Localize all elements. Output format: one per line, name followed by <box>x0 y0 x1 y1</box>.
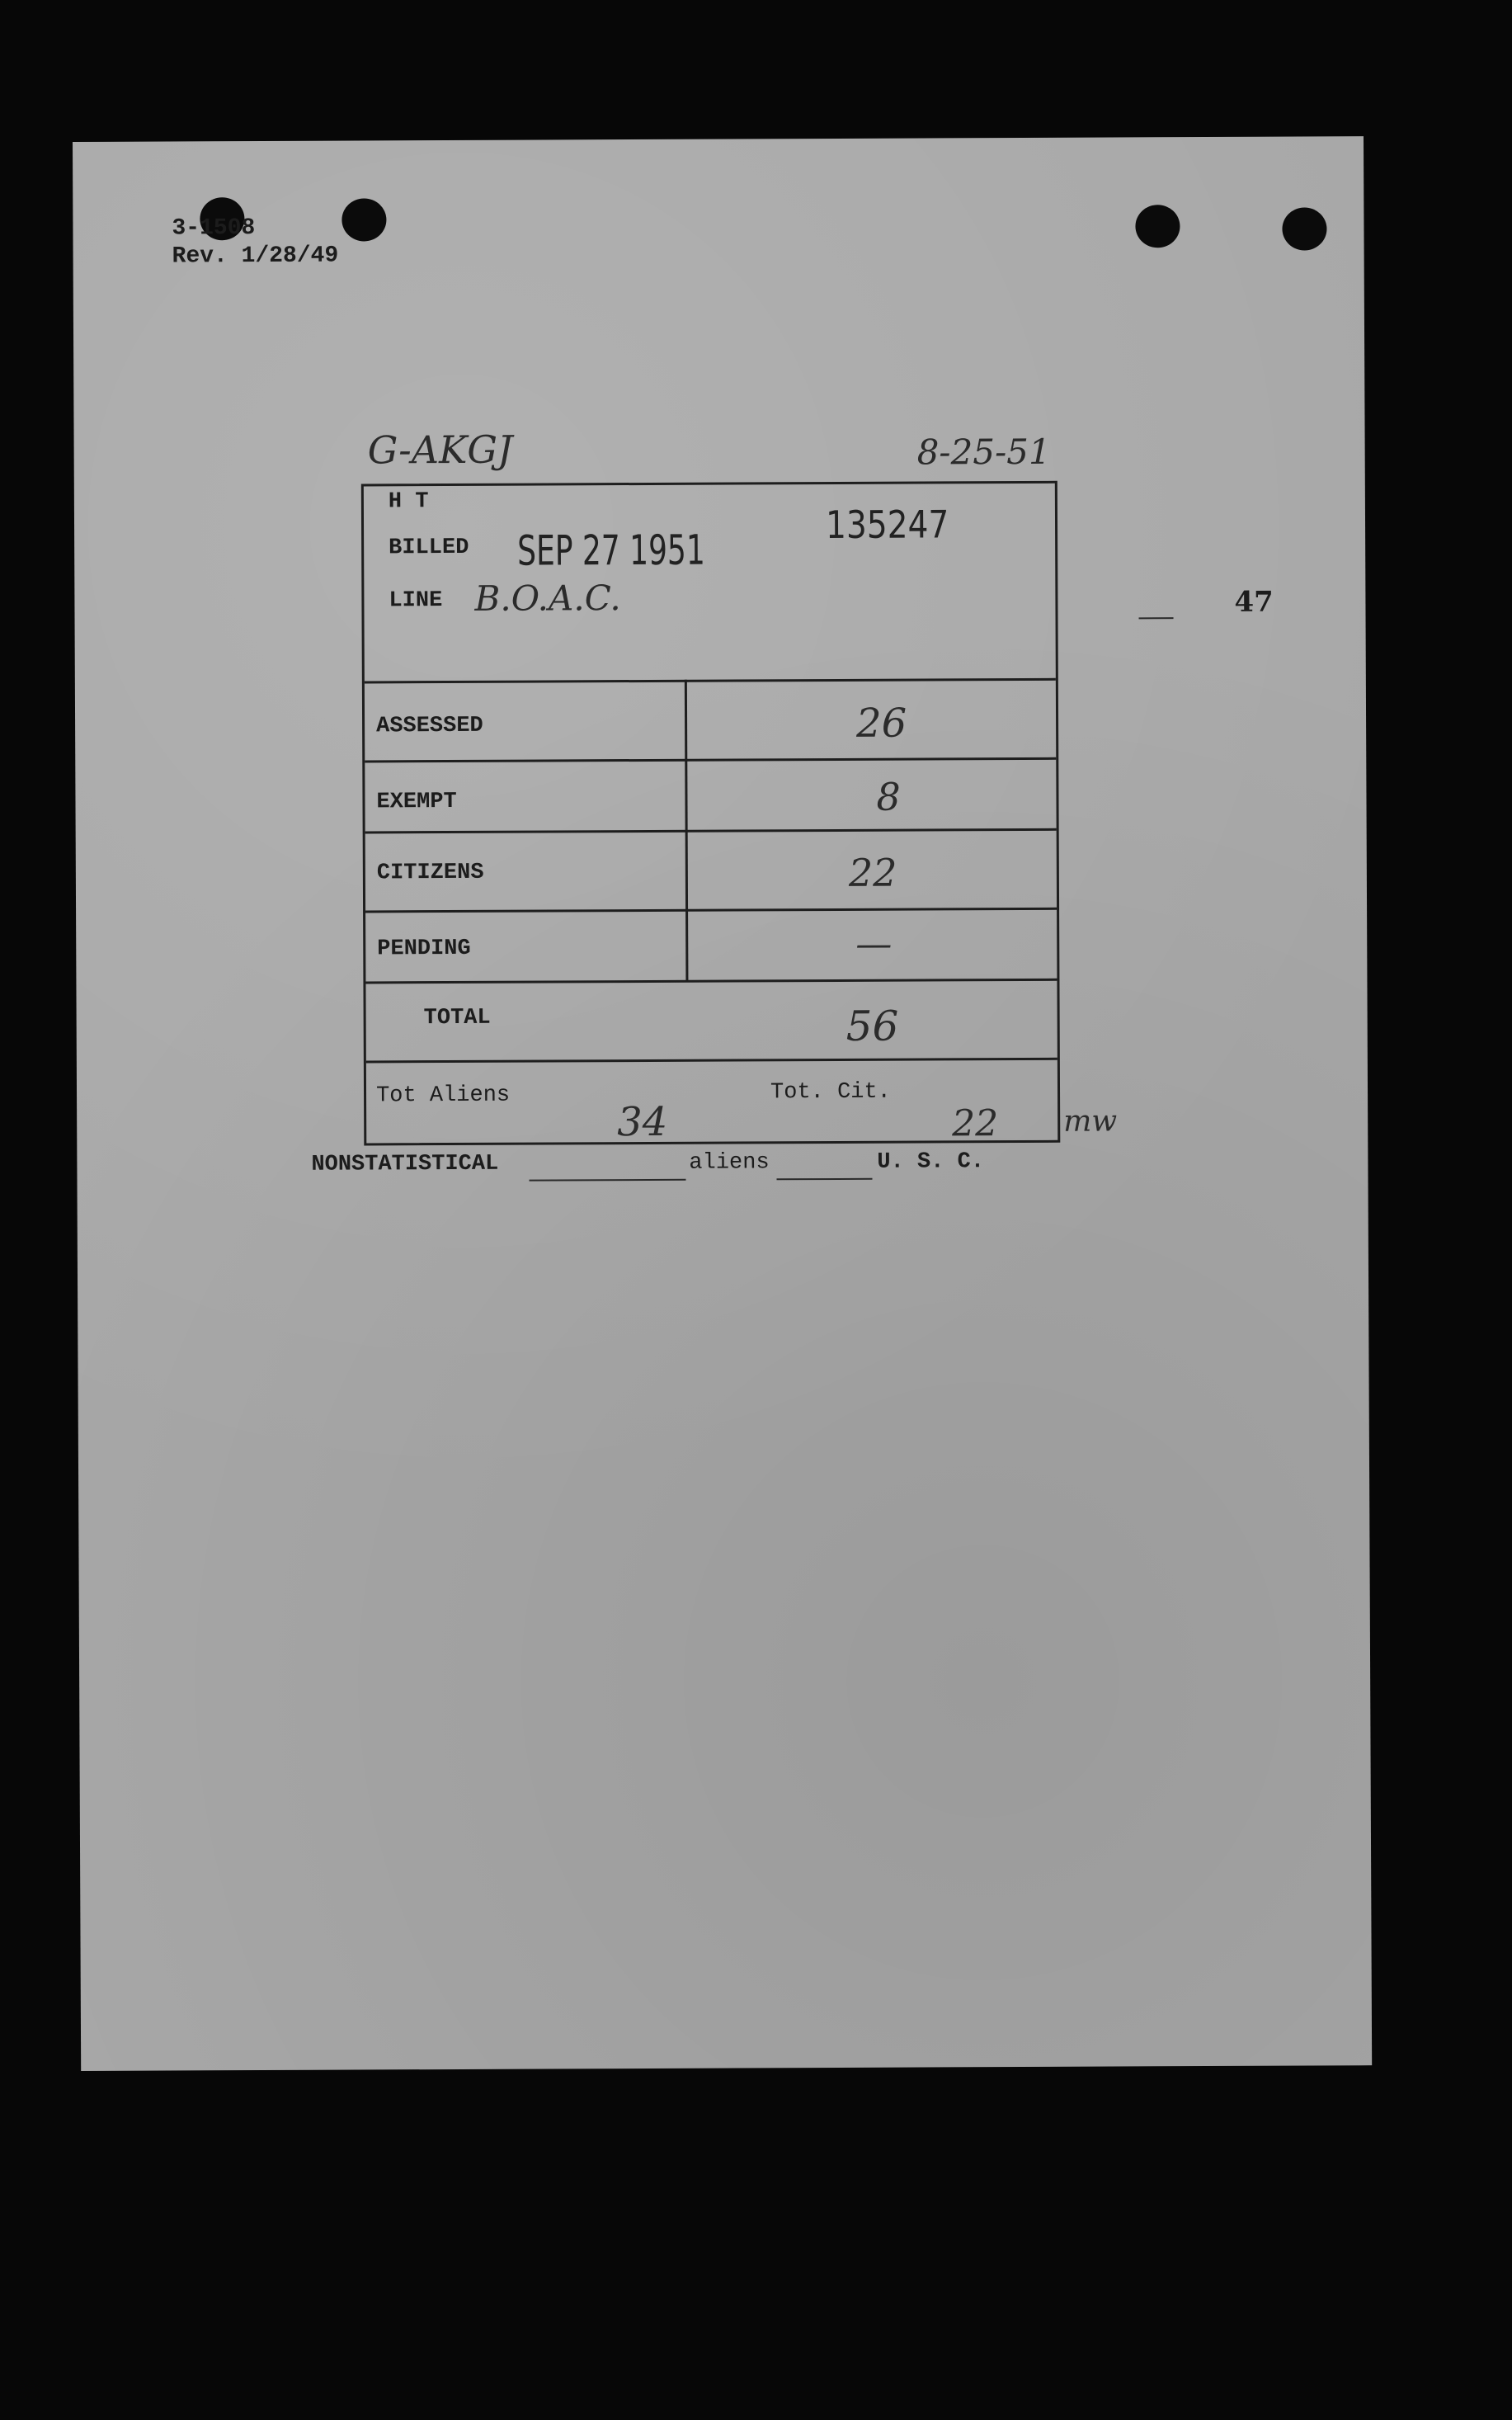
serial-number: 135247 <box>825 502 949 548</box>
row-divider <box>366 1058 1057 1064</box>
row-divider <box>365 908 1057 913</box>
form-page <box>73 136 1372 2071</box>
nonstatistical-blank <box>529 1179 685 1182</box>
billed-label: BILLED <box>389 535 469 561</box>
handwritten-date: 8-25-51 <box>916 431 1051 473</box>
row-divider <box>365 757 1056 763</box>
line-label: LINE <box>389 588 443 614</box>
aliens-blank <box>776 1178 872 1181</box>
row-divider <box>365 979 1057 984</box>
pending-value: — <box>855 922 893 965</box>
section-divider <box>365 678 1056 684</box>
flight-number: G-AKGJ <box>367 427 513 473</box>
usc-label: U. S. C. <box>877 1149 985 1175</box>
exempt-label: EXEMPT <box>376 789 457 815</box>
punch-hole <box>1282 207 1326 250</box>
pending-label: PENDING <box>377 936 471 962</box>
tax-form-box <box>361 481 1060 1146</box>
row-divider <box>365 828 1057 834</box>
tot-aliens-label: Tot Aliens <box>375 1083 511 1109</box>
tot-cit-label: Tot. Cit. <box>770 1079 891 1106</box>
citizens-label: CITIZENS <box>376 860 484 886</box>
billed-date-stamp: SEP 27 1951 <box>517 526 705 575</box>
tot-aliens-value: 34 <box>617 1098 668 1146</box>
margin-number: 47 <box>1234 585 1274 619</box>
airline-name: B.O.A.C. <box>474 578 621 619</box>
total-label: TOTAL <box>423 1005 491 1031</box>
tot-cit-value: 22 <box>952 1102 999 1145</box>
ht-label: H T <box>388 489 429 515</box>
citizens-value: 22 <box>848 850 897 895</box>
punch-hole <box>341 198 386 241</box>
margin-dash <box>1139 617 1174 619</box>
punch-hole <box>1135 205 1180 248</box>
form-number: 3-1508 <box>172 215 256 242</box>
assessed-value: 26 <box>855 700 907 747</box>
clerk-initials: mw <box>1063 1104 1118 1139</box>
assessed-label: ASSESSED <box>376 713 483 739</box>
form-revision: Rev. 1/28/49 <box>172 243 339 270</box>
aliens-footer-label: aliens <box>689 1150 770 1176</box>
nonstatistical-label: NONSTATISTICAL <box>311 1151 499 1177</box>
exempt-value: 8 <box>876 774 901 819</box>
total-value: 56 <box>845 1002 899 1050</box>
